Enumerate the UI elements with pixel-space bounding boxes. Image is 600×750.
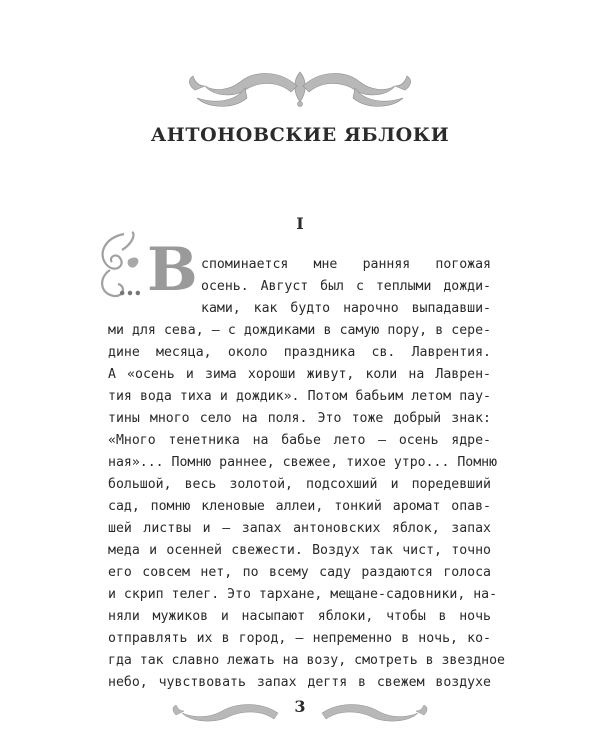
text-line: и скрип телег. Это тархане, мещане-садовники, на- [108, 587, 498, 602]
text-line: ми для сева, — с дождиками в самую пору, в сере- [108, 323, 491, 338]
text-line: «Много тенетника на бабье лето — осень ядре- [108, 433, 491, 448]
chapter-number: I [296, 214, 304, 233]
page-number: 3 [294, 697, 306, 716]
text-line: гда так славно лежать на возу, смотреть в звездное [108, 653, 505, 668]
top-ornament-icon [185, 62, 415, 112]
text-line: отправлять их в город, — непременно в ночь, ко- [108, 631, 491, 646]
text-line: его совсем нет, по всему саду раздаются голоса [108, 565, 491, 580]
text-line: А «осень и зима хороши живут, коли на Лаврен- [108, 367, 491, 382]
text-line: меда и осенней свежести. Воздух так чист, точно [108, 543, 491, 558]
text-line: шей листвы и — запах антоновских яблок, запах [108, 521, 491, 536]
text-line: сад, помню кленовые аллеи, тонкий аромат опав- [108, 499, 491, 514]
text-line: небо, чувствовать запах дегтя в свежем воздухе [108, 675, 491, 690]
text-line: большой, весь золотой, подсохший и поредевший [108, 477, 491, 492]
text-line: дине месяца, около праздника св. Лаврентия. [108, 345, 491, 360]
text-line: тины много село на поля. Это тоже добрый знак: [108, 411, 491, 426]
dropcap-letter: В [147, 235, 198, 305]
text-line: споминается мне ранняя погожая [201, 257, 491, 272]
story-title: АНТОНОВСКИЕ ЯБЛОКИ [150, 124, 450, 146]
text-line: ная»... Помню раннее, свежее, тихое утро... Помню [108, 455, 498, 470]
text-line: няли мужиков и насыпают яблоки, чтобы в ночь [108, 609, 491, 624]
text-line: осень. Август был с теплыми дожди- [201, 279, 491, 294]
dropcap-ellipsis: … [118, 272, 143, 301]
text-line: ками, как будто нарочно выпадавши- [201, 301, 491, 316]
text-line: тия вода тиха и дождик». Потом бабьим летом пау- [108, 389, 491, 404]
